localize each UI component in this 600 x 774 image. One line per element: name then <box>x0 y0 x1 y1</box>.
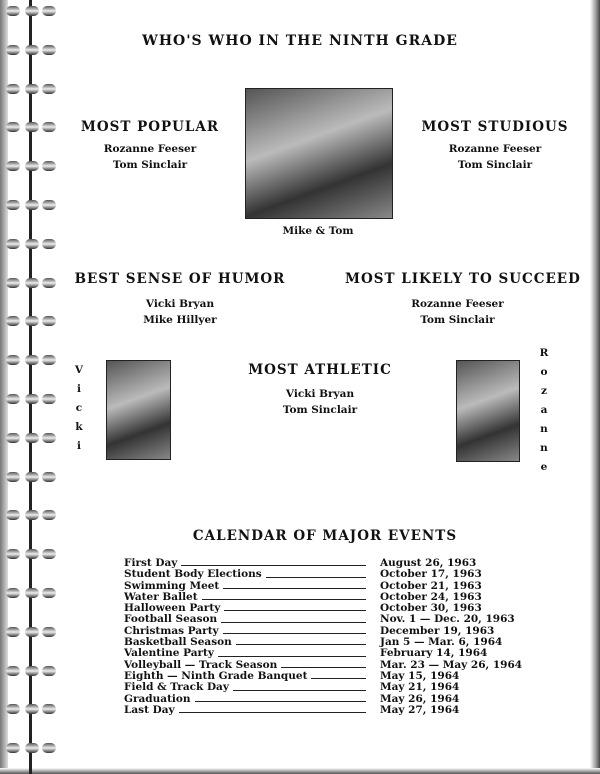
award-name: Rozanne Feeser <box>411 298 504 310</box>
leader-line <box>266 569 366 577</box>
event-date: May 21, 1964 <box>380 681 460 694</box>
award-label: MOST POPULAR <box>80 119 220 135</box>
event-date: October 24, 1963 <box>380 590 482 603</box>
event-name: Swimming Meet <box>124 579 220 592</box>
event-date: May 26, 1964 <box>380 692 460 705</box>
event-name: Graduation <box>124 692 191 705</box>
award-humor <box>70 271 290 328</box>
event-name: Volleyball — Track Season <box>124 658 278 671</box>
award-name: Vicki Bryan <box>145 298 215 310</box>
leader-line <box>179 705 366 713</box>
event-date: December 19, 1963 <box>380 624 495 637</box>
award-name: Tom Sinclair <box>112 159 188 171</box>
binding-ring <box>6 627 56 637</box>
binding-ring <box>6 433 56 443</box>
photo-mike-and-tom <box>245 88 393 219</box>
calendar-title: CALENDAR OF MAJOR EVENTS <box>192 528 458 544</box>
vertical-caption-text: Rozanne <box>538 347 550 480</box>
binding-ring <box>6 510 56 520</box>
page-edge-bottom <box>0 768 600 774</box>
award-athletic <box>230 362 410 418</box>
event-date: May 27, 1964 <box>380 703 460 716</box>
photo-caption-vicki <box>73 364 85 459</box>
binding-ring <box>6 316 56 326</box>
event-date: Mar. 23 — May 26, 1964 <box>380 658 523 671</box>
event-date: May 15, 1964 <box>380 669 460 682</box>
leader-line <box>311 671 366 679</box>
binding-ring <box>6 472 56 482</box>
leader-line <box>181 558 366 566</box>
event-name: Field & Track Day <box>124 681 229 694</box>
binding-ring <box>6 704 56 714</box>
leader-line <box>202 592 366 600</box>
leader-line <box>236 637 366 645</box>
calendar-row <box>124 648 522 659</box>
binding-ring <box>6 394 56 404</box>
award-name: Vicki Bryan <box>285 388 355 400</box>
binding-ring <box>6 200 56 210</box>
page-edge <box>590 0 600 774</box>
calendar-row <box>124 694 522 705</box>
event-name: Christmas Party <box>124 624 219 637</box>
award-name: Rozanne Feeser <box>103 143 197 155</box>
award-name: Tom Sinclair <box>282 404 358 416</box>
event-date: Nov. 1 — Dec. 20, 1963 <box>380 613 515 626</box>
binding-spine <box>29 0 32 774</box>
vertical-caption-text: Vicki <box>73 364 85 459</box>
award-label: MOST ATHLETIC <box>248 362 392 378</box>
leader-line <box>223 626 366 634</box>
event-name: Water Ballet <box>124 590 198 603</box>
binding-ring <box>6 666 56 676</box>
binding-ring <box>6 239 56 249</box>
event-date: October 30, 1963 <box>380 602 482 615</box>
photo-caption: Mike & Tom <box>282 225 354 237</box>
event-date: August 26, 1963 <box>380 557 477 569</box>
leader-line <box>233 682 366 690</box>
calendar-row <box>124 569 522 580</box>
calendar-row <box>124 682 522 693</box>
calendar-row <box>124 705 522 716</box>
award-name: Mike Hillyer <box>143 314 217 326</box>
event-name: Halloween Party <box>124 602 221 615</box>
binding-ring <box>6 6 56 16</box>
photo-vicki <box>106 360 171 460</box>
event-date: Jan 5 — Mar. 6, 1964 <box>380 636 503 649</box>
binding-ring <box>6 278 56 288</box>
award-most-studious <box>415 119 575 173</box>
binding-ring <box>6 743 56 753</box>
event-name: Eighth — Ninth Grade Banquet <box>124 669 308 682</box>
leader-line <box>224 603 366 611</box>
award-name: Tom Sinclair <box>420 314 495 326</box>
event-name: Football Season <box>124 613 218 626</box>
leader-line <box>281 660 366 668</box>
binding-ring <box>6 588 56 598</box>
award-succeed <box>345 271 581 328</box>
binding-ring <box>6 161 56 171</box>
leader-line <box>195 694 366 702</box>
page-shadow <box>0 0 8 774</box>
event-date: October 21, 1963 <box>380 579 482 592</box>
photo-caption-rozanne <box>538 347 550 480</box>
leader-line <box>223 581 366 589</box>
event-name: Valentine Party <box>124 647 214 660</box>
event-date: October 17, 1963 <box>380 568 482 581</box>
page-title: WHO'S WHO IN THE NINTH GRADE <box>142 33 458 49</box>
binding-ring <box>6 355 56 365</box>
event-name: Student Body Elections <box>124 568 262 581</box>
award-most-popular <box>70 119 230 173</box>
binding-ring <box>6 122 56 132</box>
event-name: First Day <box>124 557 178 569</box>
photo-rozanne <box>456 360 520 462</box>
binding-ring <box>6 549 56 559</box>
award-label: MOST LIKELY TO SUCCEED <box>345 271 581 287</box>
award-name: Tom Sinclair <box>457 159 533 171</box>
leader-line <box>221 614 366 622</box>
binding-ring <box>6 84 56 94</box>
event-name: Basketball Season <box>124 636 232 649</box>
award-name: Rozanne Feeser <box>448 143 542 155</box>
leader-line <box>218 648 366 656</box>
award-label: MOST STUDIOUS <box>421 119 569 135</box>
award-label: BEST SENSE OF HUMOR <box>74 271 286 287</box>
event-date: February 14, 1964 <box>380 647 488 660</box>
calendar-list <box>124 558 522 716</box>
event-name: Last Day <box>124 703 175 716</box>
